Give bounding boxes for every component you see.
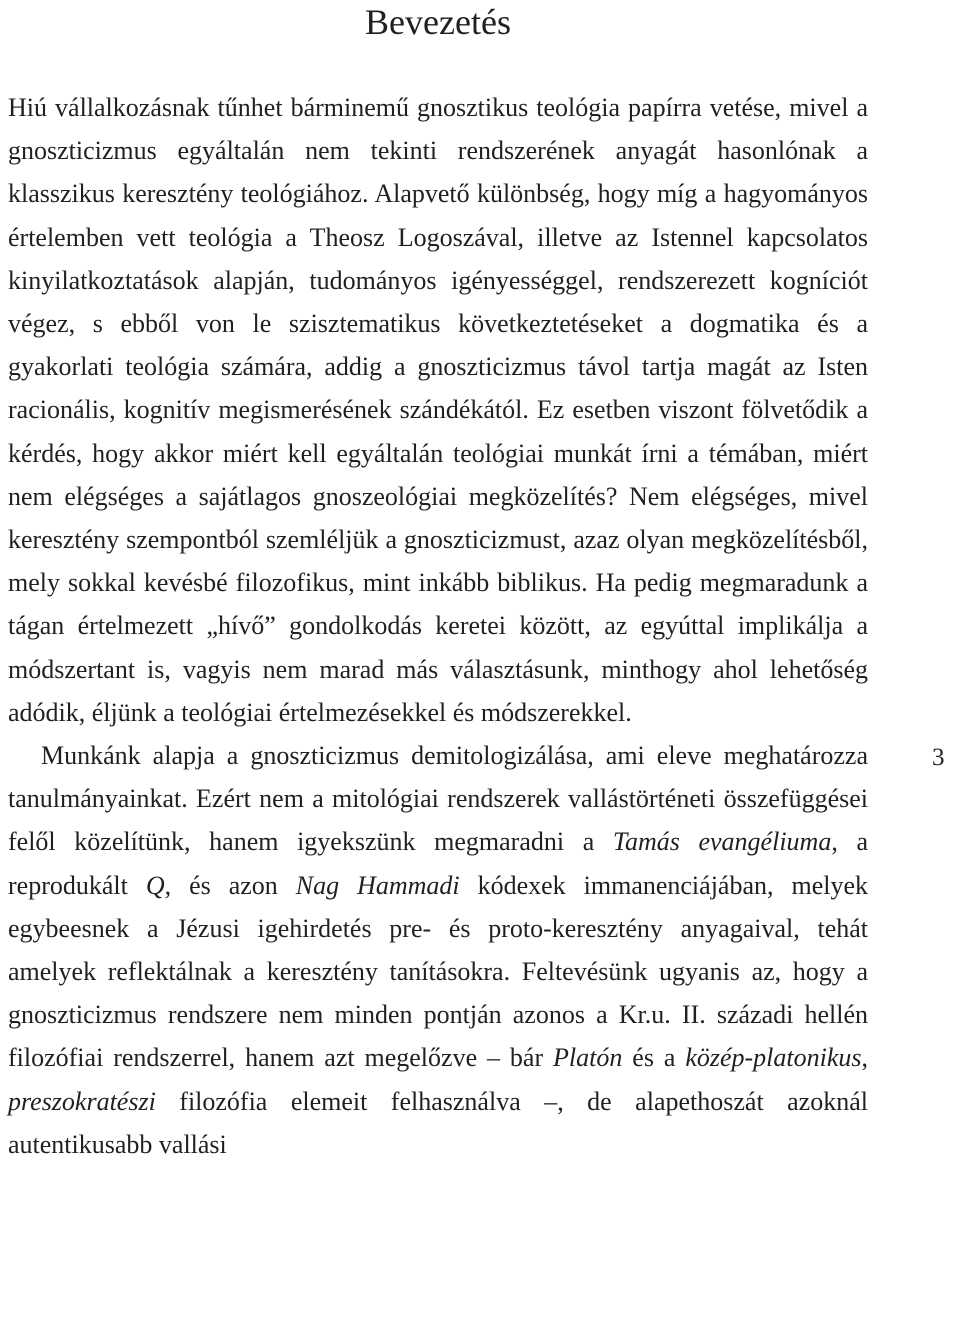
italic-run: Platón xyxy=(553,1043,623,1073)
text-run: , és azon xyxy=(164,870,296,900)
italic-run: Q xyxy=(145,870,165,900)
italic-run: Nag Hammadi xyxy=(295,870,460,900)
paragraph-2 xyxy=(8,734,868,1166)
italic-run: Tamás evangéliuma xyxy=(612,827,832,857)
chapter-title: Bevezetés xyxy=(365,2,511,42)
text-run: Hiú vállalkozásnak tűnhet bárminemű gnosztikus teológia papírra vetése, mivel a gnoszticizmus egyáltalán nem tekinti rendszerének anyagát hasonlónak a klasszikus keresztény teológiához. Alapvető különbség, hogy míg a hagyományos értelemben vett teológia a Theosz Logoszával, illetve az Istennel kapcsolatos kinyilatkoztatások alapján, tudományos igényességgel, rendszerezett kogníciót végez, s ebből von le szisztematikus következtetéseket a dogmatika és a gyakorlati teológia számára, addig a gnoszticizmus távol tartja magát az Isten racionális, kognitív megismerésének szándékától. Ez esetben viszont fölvetődik a kérdés, hogy akkor miért kell egyáltalán teológiai munkát írni a témában, miért nem elégséges a sajátlagos gnoszeológiai megközelítés? Nem elégséges, mivel keresztény szempontból szemléljük a gnoszticizmust, azaz olyan megközelítésből, mely sokkal kevésbé filozofikus, mint inkább biblikus. Ha pedig megmaradunk a tágan értelmezett „hívő” gondolkodás keretei között, az egyúttal implikálja a módszertant is, vagyis nem marad más választásunk, minthogy ahol lehetőség adódik, éljünk a teológiai értelmezésekkel és módszerekkel. xyxy=(8,93,868,727)
text-run: kódexek immanenciájában, melyek egybeesnek a Jézusi igehirdetés pre- és proto-keresztény anyagaival, tehát amelyek reflektálnak a keresztény tanításokra. Feltevésünk ugyanis az, hogy a gnoszticizmus rendszere nem minden pontján azonos a Kr.u. II. századi hellén filozófiai rendszerrel, hanem azt megelőzve – bár xyxy=(8,870,868,1073)
text-run: filozófia elemeit felhasználva –, de alapethoszát azoknál autentikusabb vallási xyxy=(8,1086,868,1159)
italic-run: közép-platonikus xyxy=(685,1043,862,1073)
paragraph-1 xyxy=(8,86,868,734)
text-run: , xyxy=(861,1043,868,1073)
page-number: 3 xyxy=(932,744,945,771)
body-text xyxy=(8,86,868,1166)
text-run: Munkánk alapja a gnoszticizmus demitologizálása, ami eleve meghatározza tanulmányainkat. Ezért nem a mitológiai rendszerek vallástörténeti összefüggései felől közelítünk, hanem igyekszünk megmaradni a xyxy=(8,741,868,857)
italic-run: preszokratészi xyxy=(8,1086,156,1116)
text-run: , a reprodukált xyxy=(8,827,868,900)
text-run: és a xyxy=(622,1043,686,1073)
